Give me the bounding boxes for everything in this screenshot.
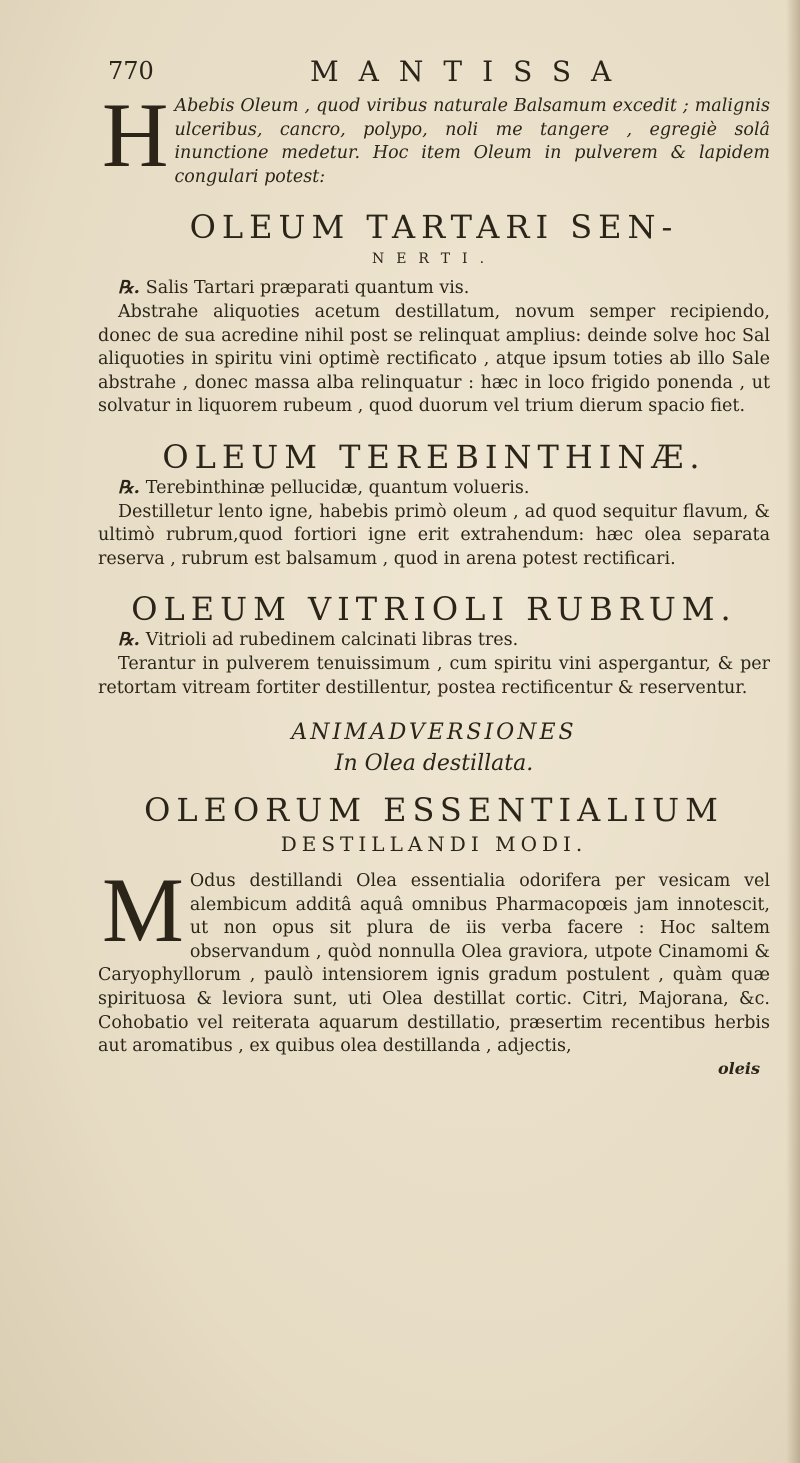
animadversiones-title: ANIMADVERSIONES	[291, 720, 577, 746]
recipe-symbol: ℞.	[118, 278, 140, 299]
opening-paragraph	[98, 84, 770, 189]
section-subtitle: NERTI.	[371, 251, 497, 268]
recipe-line	[98, 277, 770, 301]
book-page	[98, 55, 770, 1078]
drop-cap: M	[102, 859, 184, 962]
recipe-text: Vitrioli ad rubedinem calcinati libras tres.	[145, 630, 519, 651]
animadversiones-subtitle: In Olea destillata.	[334, 751, 534, 777]
section-oleum-vitrioli	[98, 589, 770, 700]
recipe-text: Terebinthinæ pellucidæ, quantum volueris.	[145, 477, 530, 498]
section-title: OLEUM TEREBINTHINÆ.	[162, 437, 706, 476]
recipe-symbol: ℞.	[118, 630, 140, 651]
running-title: MANTISSA	[310, 55, 632, 88]
section-body: Odus destillandi Olea essentialia odorifera per vesicam vel alembicum additâ aquâ omnibus Pharmacopœis jam innotescit, ut non opus sit plura de iis verba facere : Hoc saltem observandum , quòd nonnulla Olea graviora, utpote Cinamomi & Caryophyllorum , paulò intensiorem ignis gradum postulent , quàm quæ spirituosa & leviora sunt, uti Olea destillat cortic. Citri, Majorana, &c. Cohobatio vel reiterata aquarum destillatio, præsertim recentibus herbis aut aromatibus , ex quibus olea destillanda , adjectis,	[98, 871, 770, 1057]
recipe-symbol: ℞.	[118, 477, 140, 498]
section-body: Destilletur lento igne, habebis primò oleum , ad quod sequitur flavum, & ultimò rubrum,quod fortiori igne erit extrahendum: hæc olea separata reserva , rubrum est balsamum , quod in arena potest rectificari.	[98, 501, 770, 569]
section-title: OLEUM TARTARI SEN-	[189, 208, 679, 247]
section-oleorum-essentialium	[98, 790, 770, 1078]
animadversiones	[98, 718, 770, 780]
page-edge	[786, 0, 800, 1463]
section-oleum-tartari	[98, 207, 770, 419]
section-oleum-terebinthinae	[98, 437, 770, 571]
section-title: OLEORUM ESSENTIALIUM	[144, 791, 724, 830]
recipe-text: Salis Tartari præparati quantum vis.	[145, 278, 470, 299]
opening-paragraph-text: Abebis Oleum , quod viribus naturale Balsamum excedit ; malignis ulceribus, cancro, polypo, noli me tangere , egregiè solâ inunctione medetur. Hoc item Oleum in pulverem & lapidem congulari potest:	[174, 96, 770, 187]
recipe-line	[98, 629, 770, 653]
drop-cap: H	[102, 84, 169, 186]
section-body: Abstrahe aliquoties acetum destillatum, novum semper recipiendo, donec de sua acredine nihil post se relinquat amplius: deinde solve hoc Sal aliquoties in spiritu vini optimè rectificato , atque ipsum toties ab illo Sale abstrahe , donec massa alba relinquatur : hæc in loco frigido ponenda , ut solvatur in liquorem rubeum , quod duorum vel trium dierum spacio fiet.	[98, 301, 770, 417]
section-paragraph	[98, 859, 770, 1059]
section-title: OLEUM VITRIOLI RUBRUM.	[131, 590, 737, 629]
section-body: Terantur in pulverem tenuissimum , cum spiritu vini aspergantur, & per retortam vitream fortiter destillentur, postea rectificentur & reserventur.	[98, 653, 770, 698]
recipe-line	[98, 477, 770, 501]
running-head	[98, 55, 770, 95]
section-subtitle: DESTILLANDI MODI.	[280, 832, 588, 857]
page-number: 770	[108, 57, 154, 85]
catchword: oleis	[717, 1058, 760, 1078]
